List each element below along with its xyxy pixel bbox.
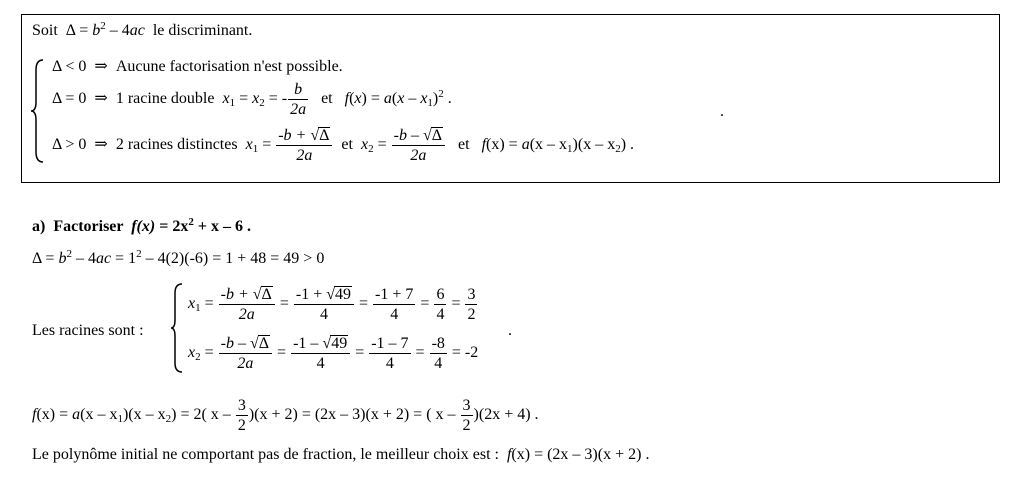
sub: 2 (259, 97, 265, 110)
radicand: Δ (258, 335, 270, 352)
var: x (188, 344, 196, 362)
var: x (245, 136, 253, 154)
numerator: b (288, 80, 308, 100)
fraction (461, 396, 473, 435)
sub: 1 (195, 302, 201, 315)
fraction (430, 334, 447, 373)
sub: 1 (427, 97, 433, 110)
text: le discriminant. (144, 22, 253, 39)
exp: 2 (100, 20, 106, 32)
text: Δ > 0 ⇒ 2 racines distinctes (52, 136, 246, 154)
text: et (446, 136, 482, 154)
numerator: -b – √Δ (392, 126, 445, 146)
text: = (373, 136, 391, 154)
var: f (32, 406, 37, 424)
text: (x) = (486, 136, 522, 154)
factorization-line (32, 396, 539, 435)
text: Δ = 0 ⇒ 1 racine double (52, 90, 223, 108)
radicand: Δ (431, 127, 443, 144)
roots-label: Les racines sont : (32, 322, 144, 339)
text: ( (391, 90, 398, 108)
denominator: 4 (316, 355, 325, 372)
text: = (200, 295, 218, 313)
denominator: 2a (290, 101, 307, 118)
text: . (443, 90, 452, 108)
text: Δ = (32, 250, 59, 267)
denominator: 4 (436, 306, 445, 323)
radicand: Δ (319, 127, 330, 144)
sub: 1 (117, 413, 123, 426)
sub: 2 (615, 143, 621, 156)
var: f (344, 90, 350, 108)
numerator: -1 + √49 (294, 285, 354, 305)
text: )(x + 2) = (2x – 3)(x + 2) = ( x – (248, 406, 460, 424)
text: ) = 2( x – (171, 406, 235, 424)
text: -b – (393, 127, 423, 144)
sub: 1 (229, 97, 236, 110)
numerator: -b + √Δ (219, 285, 275, 305)
text: Soit (32, 22, 58, 39)
radicand: 49 (335, 286, 352, 303)
fraction (465, 285, 477, 324)
denominator: 2a (296, 147, 313, 164)
text: (x – x (529, 136, 568, 154)
var: f (131, 218, 137, 235)
text: (x) = (36, 406, 73, 424)
text: -1 – (293, 335, 323, 352)
var: (x) (136, 218, 156, 235)
var: x (354, 90, 362, 108)
text: – 4(2)(-6) = 1 + 48 = 49 > 0 (141, 250, 325, 267)
fraction (294, 285, 354, 324)
radicand: 49 (331, 335, 348, 352)
denominator: 2a (410, 147, 427, 164)
denominator: 2a (237, 355, 254, 372)
text: ( (349, 90, 355, 108)
var: ac (95, 250, 112, 267)
var: x (252, 90, 260, 108)
text: – 4 (105, 22, 130, 39)
fraction (236, 396, 248, 435)
text: = (235, 90, 253, 108)
radicand: Δ (261, 286, 272, 303)
text: )(2x + 4) . (473, 406, 539, 424)
case-positive (52, 126, 634, 165)
sub: 1 (567, 143, 573, 156)
text: – 4 (71, 250, 96, 267)
sub: 2 (195, 351, 201, 364)
text: )(x – x (122, 406, 166, 424)
fraction (276, 126, 332, 165)
text: Le polynôme initial ne comportant pas de fraction, le meilleur choix est : (32, 446, 507, 463)
text: )(x – x (572, 136, 616, 154)
text: = (200, 344, 218, 362)
intro-line (32, 22, 252, 40)
var: x (360, 136, 369, 154)
text: = 2x (155, 218, 189, 235)
var: x (222, 90, 230, 108)
fraction (392, 126, 445, 165)
roots-brace (170, 282, 184, 374)
text: -b + (278, 127, 311, 144)
text: – (404, 90, 421, 108)
var: b (92, 22, 101, 39)
fraction (369, 334, 410, 373)
numerator: -8 (431, 335, 445, 352)
sub: 1 (252, 143, 259, 156)
var: x (420, 90, 428, 108)
exp: 2 (136, 248, 142, 260)
text: -b + (220, 286, 253, 303)
text: = -2 (447, 344, 479, 362)
trailing-dot: . (508, 322, 512, 339)
cases-brace (30, 58, 46, 164)
text: ) . (620, 136, 635, 154)
text: Δ < 0 ⇒ Aucune factorisation n'est possible. (52, 58, 343, 75)
numerator: 3 (467, 286, 476, 303)
case-negative (52, 56, 343, 76)
text: -b – (220, 335, 250, 352)
text: (x – x (80, 406, 118, 424)
denominator: 4 (390, 306, 399, 323)
denominator: 4 (385, 355, 394, 372)
var: b (58, 250, 67, 267)
denominator: 4 (434, 355, 443, 372)
denominator: 2 (467, 306, 476, 323)
numerator: -1 + 7 (375, 286, 414, 303)
numerator: 3 (237, 397, 246, 414)
fraction (288, 80, 308, 119)
fraction (291, 334, 350, 373)
section-title (32, 218, 251, 236)
exp: 2 (438, 88, 444, 101)
fraction (373, 285, 415, 324)
exp: 2 (66, 248, 72, 260)
denominator: 2a (238, 306, 255, 323)
text: + x – 6 . (193, 218, 251, 235)
text: ) (432, 90, 439, 108)
conclusion-line (32, 446, 649, 464)
numerator: 6 (436, 286, 445, 303)
text: Δ = (65, 22, 93, 39)
var: x (397, 90, 405, 108)
text: (x) = (2x – 3)(x + 2) . (511, 446, 650, 463)
numerator: -1 – √49 (291, 334, 350, 354)
text: -1 + (295, 286, 327, 303)
fraction (219, 334, 272, 373)
text: = (258, 136, 276, 154)
numerator: -1 – 7 (371, 335, 409, 352)
numerator: -b + √Δ (276, 126, 332, 146)
var: f (506, 446, 512, 463)
fraction (219, 285, 275, 324)
text: et (333, 136, 361, 154)
denominator: 4 (319, 306, 328, 323)
text: et (309, 90, 345, 108)
var: a (383, 90, 392, 108)
denominator: 2 (237, 417, 246, 434)
text: ) = (361, 90, 384, 108)
discriminant-line (32, 250, 324, 268)
var: f (481, 136, 487, 154)
text: = 1 (111, 250, 137, 267)
var: a (521, 136, 530, 154)
text: a) Factoriser (32, 218, 132, 235)
case-zero (52, 80, 452, 119)
root-2: $x_2$ = $\frac{-b - √\Delta}{2a}$ = $\frac{-1 - √49}{4}$ = $\frac{-1 - 7}{4}$ = $\frac{-8}{4}$ = -2 (188, 335, 479, 372)
sub: 2 (165, 413, 172, 426)
var: x (188, 295, 196, 313)
numerator: -b – √Δ (219, 334, 272, 354)
exp: 2 (188, 216, 194, 228)
denominator: 2 (462, 417, 471, 434)
fraction (434, 285, 446, 324)
stray-dot: . (720, 103, 724, 120)
var: ac (129, 22, 145, 39)
numerator: 3 (462, 397, 471, 414)
sub: 2 (368, 143, 374, 156)
var: a (72, 406, 81, 424)
root-1: $x_1$ = $\frac{-b + √\Delta}{2a}$ = $\frac{-1 + √49}{4}$ = $\frac{-1 + 7}{4}$ = $\frac{6}{4}$ = $\frac{3}{2}$ (188, 286, 476, 323)
text: = - (264, 90, 288, 108)
